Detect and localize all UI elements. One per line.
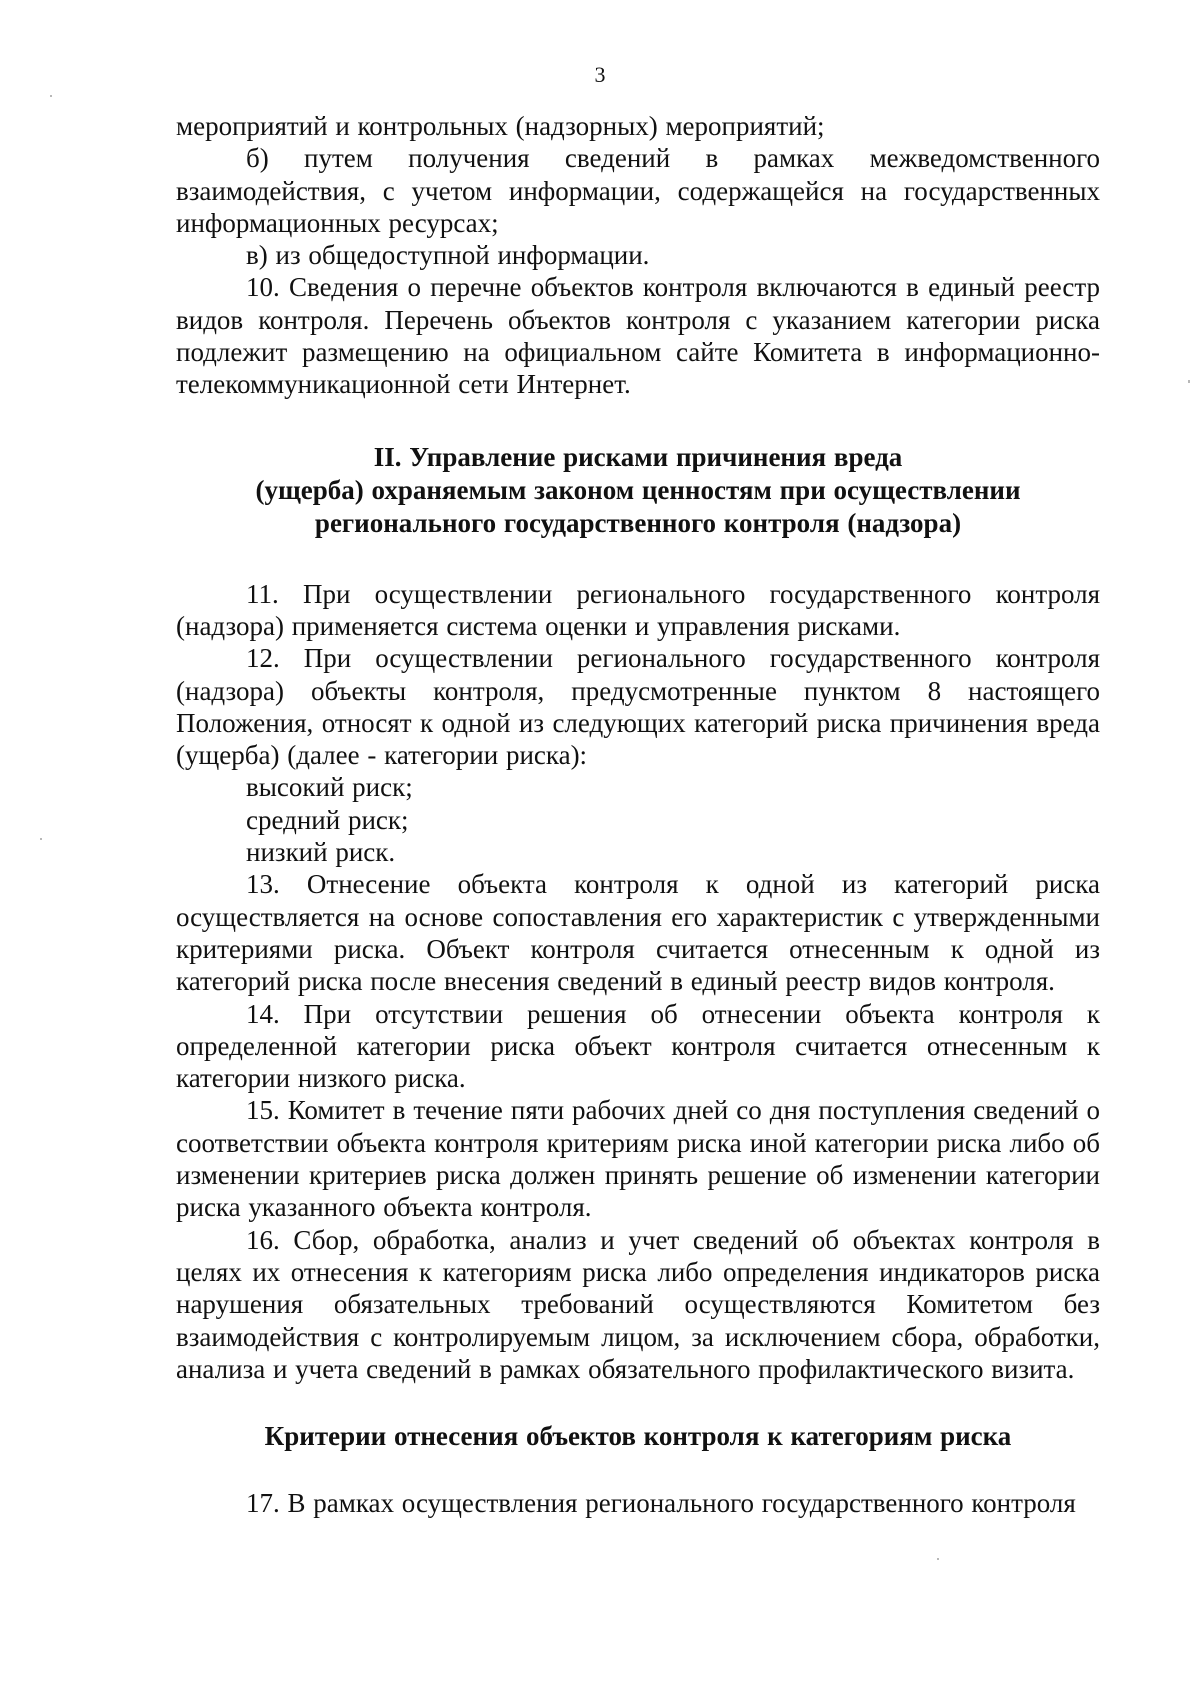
paragraph-item-v: в) из общедоступной информации.	[246, 240, 650, 271]
paragraph-15: 15. Комитет в течение пяти рабочих дней со дня поступления сведений о соответствии объекта контроля критериям риска иной категории риска либо об изменении критериев риска должен принять решение об изменении категории риска указанного объекта контроля.	[176, 1095, 1100, 1223]
section-heading-line-3: регионального государственного контроля (надзора)	[314, 507, 962, 538]
risk-category-high: высокий риск;	[246, 772, 413, 803]
page-number: 3	[594, 62, 606, 87]
paragraph-item-b: б) путем получения сведений в рамках межведомственного взаимодействия, с учетом информации, содержащейся на государственных информационных ресурсах;	[176, 143, 1100, 238]
risk-category-medium: средний риск;	[246, 804, 409, 835]
section-heading-line-1: II. Управление рисками причинения вреда	[373, 441, 903, 472]
section-heading	[176, 441, 1100, 540]
paragraph-12: 12. При осуществлении регионального государственного контроля (надзора) объекты контроля, предусмотренные пунктом 8 настоящего Положения, относят к одной из следующих категорий риска причинения вреда (ущерба) (далее - категории риска):	[176, 643, 1100, 771]
section-heading-line-2: (ущерба) охраняемым законом ценностям при осуществлении	[255, 474, 1021, 505]
paragraph-16: 16. Сбор, обработка, анализ и учет сведений об объектах контроля в целях их отнесения к категориям риска либо определения индикаторов риска нарушения обязательных требований осуществляются Комитетом без взаимодействия с контролируемым лицом, за исключением сбора, обработки, анализа и учета сведений в рамках обязательного профилактического визита.	[176, 1224, 1100, 1384]
paragraph-11: 11. При осуществлении регионального государственного контроля (надзора) применяется система оценки и управления рисками.	[176, 578, 1100, 641]
scan-speck	[937, 1558, 939, 1560]
paragraph-13: 13. Отнесение объекта контроля к одной из категорий риска осуществляется на основе сопоставления его характеристик с утвержденными критериями риска. Объект контроля считается отнесенным к одной из категорий риска после внесения сведений в единый реестр видов контроля.	[176, 869, 1100, 997]
scan-speck	[40, 838, 42, 840]
scan-speck	[50, 95, 52, 97]
scan-speck	[1188, 380, 1190, 383]
document-body	[176, 110, 1100, 1519]
paragraph-continuation: мероприятий и контрольных (надзорных) мероприятий;	[176, 111, 825, 141]
paragraph-10: 10. Сведения о перечне объектов контроля включаются в единый реестр видов контроля. Перечень объектов контроля с указанием категории риска подлежит размещению на официальном сайте Комитета в информационно-телекоммуникационной сети Интернет.	[176, 272, 1100, 400]
sub-heading: Критерии отнесения объектов контроля к категориям риска	[264, 1421, 1012, 1452]
paragraph-17: 17. В рамках осуществления регионального государственного контроля	[246, 1488, 1076, 1519]
risk-category-low: низкий риск.	[246, 837, 396, 868]
paragraph-14: 14. При отсутствии решения об отнесении объекта контроля к определенной категории риска объект контроля считается отнесенным к категории низкого риска.	[176, 998, 1100, 1094]
